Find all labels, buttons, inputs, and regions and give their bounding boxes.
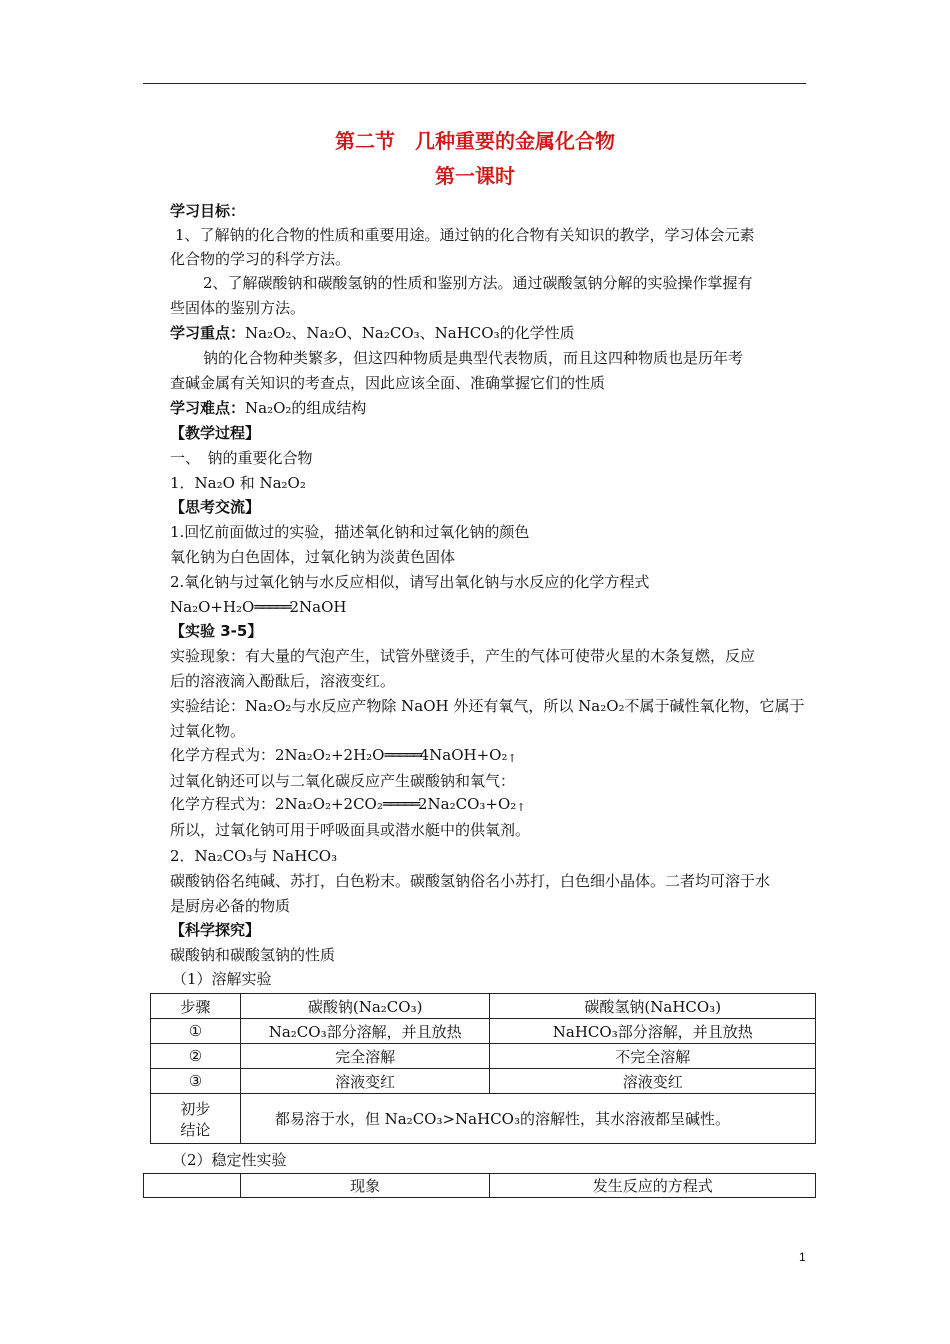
conclusion-b: 过氧化物。 [170,722,246,740]
equation-3 [170,794,820,818]
table-header-cell: 发生反应的方程式 [490,1174,816,1198]
subsection-1: 1．Na₂O 和 Na₂O₂ [170,474,306,492]
table-cell: 完全溶解 [240,1044,490,1069]
table-header-cell: 步骤 [151,994,241,1019]
table-row [151,1069,816,1094]
equation-3-label: 化学方程式为： [170,795,276,813]
so-line: 所以，过氧化钠可用于呼吸面具或潜水艇中的供氧剂。 [170,821,531,839]
table-cell: ① [151,1019,241,1044]
properties-line: 碳酸钠和碳酸氢钠的性质 [170,946,336,964]
table-header-cell: 碳酸钠(Na₂CO₃) [240,994,490,1019]
equation-3-lhs: 2Na₂O₂+2CO₂ [275,795,383,813]
key-text: Na₂O₂、Na₂O、Na₂CO₃、NaHCO₃的化学性质 [245,324,575,342]
key-desc-a: 钠的化合物种类繁多，但这四种物质是典型代表物质，而且这四种物质也是历年考 [203,349,744,367]
gas-up-arrow-icon: ↑ [507,752,517,765]
experiment-1-label: （1）溶解实验 [172,970,272,988]
header-rule [143,83,806,84]
goal-2b: 些固体的鉴别方法。 [170,299,306,317]
equation-2-lhs: 2Na₂O₂+2H₂O [275,746,385,764]
table-cell: Na₂CO₃部分溶解，并且放热 [240,1019,490,1044]
conclusion-text-cell: 都易溶于水，但 Na₂CO₃>NaHCO₃的溶解性，其水溶液都呈碱性。 [240,1094,815,1144]
equation-1-lhs: Na₂O+H₂O [170,598,255,616]
goal-2a: 2、了解碳酸钠和碳酸氢钠的性质和鉴别方法。通过碳酸氢钠分解的实验操作掌握有 [203,274,753,292]
table-cell: ③ [151,1069,241,1094]
conclusion-a: 实验结论：Na₂O₂与水反应产物除 NaOH 外还有氧气，所以 Na₂O₂不属于碱性氧化物，它属于 [170,697,805,715]
think-heading: 【思考交流】 [170,498,261,516]
table-row [151,1019,816,1044]
equation-2-label: 化学方程式为： [170,746,276,764]
page-number: 1 [799,1250,806,1264]
table-cell: 溶液变红 [490,1069,816,1094]
names-b: 是厨房必备的物质 [170,897,291,915]
equals-sign: ═════ [382,795,419,813]
conclusion-label-cell [151,1094,241,1144]
co2-line: 过氧化钠还可以与二氧化碳反应产生碳酸钠和氧气： [170,772,516,790]
table-header-cell [144,1174,241,1198]
section-1: 一、 钠的重要化合物 [170,449,313,467]
question-2: 2.氧化钠与过氧化钠与水反应相似，请写出氧化钠与水反应的化学方程式 [170,573,650,591]
goal-1b: 化合物的学习的科学方法。 [170,250,351,268]
page-title: 第二节 几种重要的金属化合物 [335,129,615,153]
difficulty-text: Na₂O₂的组成结构 [245,399,367,417]
stability-table [143,1173,816,1198]
table-cell: NaHCO₃部分溶解，并且放热 [490,1019,816,1044]
difficulty-line [170,398,820,418]
equation-2-rhs: 4NaOH+O₂ [419,746,508,764]
subsection-2: 2．Na₂CO₃与 NaHCO₃ [170,847,338,865]
table-cell: 溶液变红 [240,1069,490,1094]
difficulty-label: 学习难点： [170,399,246,417]
key-line [170,323,820,343]
page-subtitle: 第一课时 [435,164,515,188]
solubility-table [150,993,816,1144]
table-row [151,1044,816,1069]
table-header-row [144,1174,816,1198]
experiment-2-label: （2）稳定性实验 [172,1151,287,1169]
key-desc-b: 查碱金属有关知识的考查点，因此应该全面、准确掌握它们的性质 [170,374,606,392]
conclusion-label-2: 结论 [180,1120,211,1139]
table-header-cell: 碳酸氢钠(NaHCO₃) [490,994,816,1019]
key-label: 学习重点： [170,324,246,342]
experiment-heading: 【实验 3-5】 [170,622,263,640]
goal-label: 学习目标： [170,202,246,220]
table-cell: ② [151,1044,241,1069]
names-a: 碳酸钠俗名纯碱、苏打，白色粉末。碳酸氢钠俗名小苏打，白色细小晶体。二者均可溶于水 [170,872,771,890]
table-cell: 不完全溶解 [490,1044,816,1069]
observation-b: 后的溶液滴入酚酞后，溶液变红。 [170,672,396,690]
equals-sign: ═════ [254,598,290,616]
observation-a: 实验现象：有大量的气泡产生，试管外壁烫手，产生的气体可使带火星的木条复燃，反应 [170,647,756,665]
process-heading: 【教学过程】 [170,424,261,442]
table-header-cell: 现象 [240,1174,490,1198]
science-heading: 【科学探究】 [170,921,261,939]
equation-3-rhs: 2Na₂CO₃+O₂ [418,795,517,813]
table-conclusion-row [151,1094,816,1144]
equation-1 [170,597,820,617]
equals-sign: ═════ [384,746,420,764]
answer-1: 氧化钠为白色固体，过氧化钠为淡黄色固体 [170,548,456,566]
conclusion-label-1: 初步 [180,1099,211,1118]
question-1: 1.回忆前面做过的实验，描述氧化钠和过氧化钠的颜色 [170,523,530,541]
equation-2 [170,745,820,769]
equation-1-rhs: 2NaOH [289,598,347,616]
table-header-row [151,994,816,1019]
gas-up-arrow-icon: ↑ [516,801,526,814]
goal-1a: 1、了解钠的化合物的性质和重要用途。通过钠的化合物有关知识的教学，学习体会元素 [175,226,755,244]
